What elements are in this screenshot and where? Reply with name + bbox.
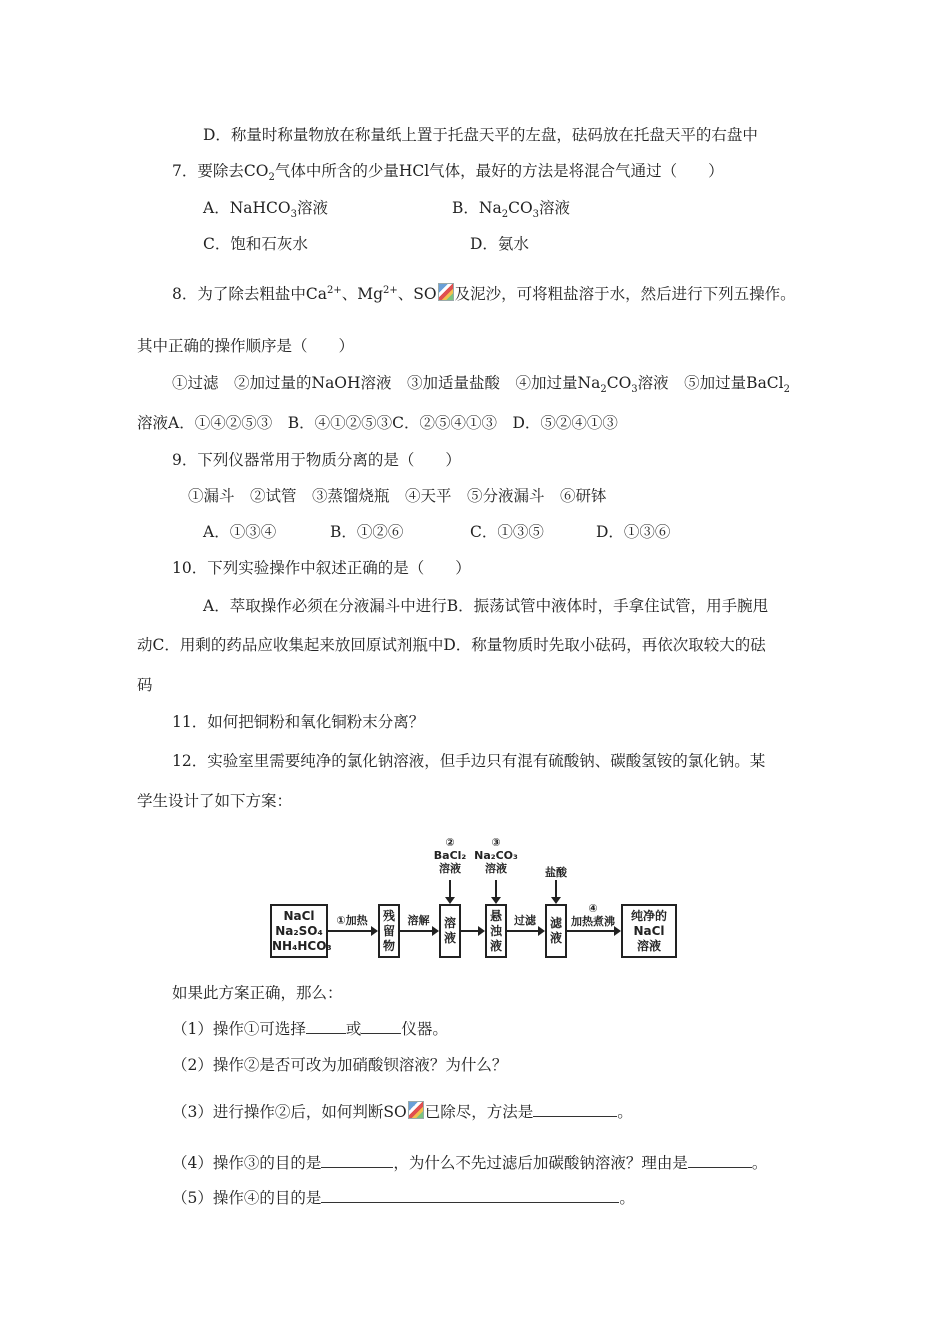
q9-option-c: C．①③⑤: [470, 523, 544, 541]
flow-down-arrow: [449, 880, 451, 902]
step4-number: ④: [588, 902, 598, 915]
flow-step4-label: [567, 902, 619, 928]
flow-suspension-box: [485, 904, 507, 958]
answer-blank[interactable]: [533, 1102, 617, 1117]
flow-suspension-char: 浊: [489, 923, 502, 938]
q8-line2: 其中正确的操作顺序是（ ）: [137, 337, 355, 355]
q9-option-b: B．①②⑥: [330, 523, 404, 541]
q12-part3: （3）进行操作②后，如何判断SO 已除尽，方法是 。: [172, 1103, 633, 1121]
q8-options: 溶液A．①④②⑤③ B．④①②⑤③C．②⑤④①③ D．⑤②④①③: [137, 414, 618, 432]
flow-end-line: 纯净的: [630, 908, 667, 923]
q6-option-d: D．称量时称量物放在称量纸上置于托盘天平的左盘，砝码放在托盘天平的右盘中: [203, 126, 758, 144]
reagent2-solution: 溶液: [439, 862, 461, 875]
q7-option-b: B．$Na_2CO_3$溶液: [452, 199, 571, 221]
q11-stem: 11．如何把铜粉和氧化铜粉末分离？: [172, 713, 425, 731]
reagent3-name: Na₂CO₃: [474, 849, 518, 862]
flow-end-line: NaCl: [633, 923, 665, 938]
answer-blank[interactable]: [321, 1188, 619, 1203]
flow-start-box: [270, 904, 332, 958]
flow-start-line: NaCl: [283, 908, 315, 923]
flow-down-arrow: [495, 880, 497, 902]
q12-line1: 12．实验室里需要纯净的氯化钠溶液，但手边只有混有硫酸钠、碳酸氢铵的氯化钠。某: [172, 752, 766, 770]
flow-arrow: [567, 930, 619, 932]
flow-filtrate-char: 液: [549, 931, 562, 945]
flow-start-line: Na₂SO₄: [275, 923, 323, 938]
q7-stem: 7．要除去$CO_2$气体中所含的少量HCl气体，最好的方法是将混合气通过（ ）: [172, 162, 724, 184]
flow-residue-box: [378, 904, 400, 958]
q8-stem: 8．为了除去粗盐中$Ca^{2+}$、$Mg^{2+}$、SO 及泥沙，可将粗盐溶于水，然后进行下列五操作。: [172, 284, 796, 303]
flow-solution-char: 溶: [443, 916, 456, 930]
flow-filtrate-char: 滤: [549, 916, 562, 930]
q7-option-c: C．饱和石灰水: [203, 235, 308, 253]
flow-arrow: [400, 930, 437, 932]
answer-blank[interactable]: [321, 1153, 393, 1168]
reagent3-number: ③: [491, 836, 501, 849]
q9-items: ①漏斗 ②试管 ③蒸馏烧瓶 ④天平 ⑤分液漏斗 ⑥研钵: [188, 487, 607, 505]
q12-intro: 如果此方案正确，那么：: [172, 984, 343, 1002]
reagent2-name: BaCl₂: [433, 849, 467, 862]
q12-part4: （4）操作③的目的是 ，为什么不先过滤后加碳酸钠溶液？理由是 。: [172, 1154, 768, 1172]
answer-blank[interactable]: [361, 1019, 401, 1034]
q10-line1: A．萃取操作必须在分液漏斗中进行B．振荡试管中液体时，手拿住试管，用手腕甩: [203, 597, 769, 615]
q7-option-a: A．NaHCO$_3$溶液: [203, 199, 328, 221]
flow-end-line: 溶液: [636, 938, 661, 953]
answer-blank[interactable]: [306, 1019, 346, 1034]
reagent3-solution: 溶液: [485, 862, 507, 875]
flow-start-line: NH₄HCO₃: [272, 938, 332, 953]
flow-residue-char: 物: [382, 938, 395, 953]
flow-residue-char: 留: [382, 923, 395, 938]
flow-arrow: [507, 930, 543, 932]
broken-image-icon: [408, 1101, 424, 1119]
flow-filter-label: 过滤: [514, 914, 536, 927]
q12-part1: （1）操作①可选择 或 仪器。: [172, 1020, 448, 1038]
flow-filtrate-box: [545, 904, 567, 958]
flow-dissolve-label: 溶解: [407, 914, 430, 927]
q10-line3: 码: [137, 676, 153, 694]
flow-arrow: [328, 930, 376, 932]
flow-suspension-char: 悬: [489, 908, 502, 923]
q9-option-d: D．①③⑥: [596, 523, 671, 541]
q12-part5: （5）操作④的目的是 。: [172, 1189, 635, 1207]
flow-down-arrow: [555, 880, 557, 902]
flow-arrow: [461, 930, 483, 932]
q7-option-d: D．氨水: [470, 235, 529, 253]
flow-residue-char: 残: [382, 908, 395, 923]
q12-part2: （2）操作②是否可改为加硝酸钡溶液？为什么？: [172, 1056, 508, 1074]
flow-reagent3: [468, 836, 524, 875]
q8-operations: ①过滤 ②加过量的NaOH溶液 ③加适量盐酸 ④加过量$Na_2CO_3$溶液 ⑤加过量BaCl$_2$: [172, 374, 790, 396]
flow-solution-box: [439, 904, 461, 958]
broken-image-icon: [438, 283, 454, 301]
q10-stem: 10．下列实验操作中叙述正确的是（ ）: [172, 559, 471, 577]
flow-step1-label: ①加热: [336, 914, 368, 927]
q10-line2: 动C．用剩的药品应收集起来放回原试剂瓶中D．称量物质时先取小砝码，再依次取较大的砝: [137, 636, 766, 654]
q9-stem: 9．下列仪器常用于物质分离的是（ ）: [172, 451, 461, 469]
reagent2-number: ②: [445, 836, 455, 849]
q9-option-a: A．①③④: [203, 523, 277, 541]
flow-end-box: [621, 904, 677, 958]
flow-acid-label: 盐酸: [545, 866, 567, 879]
process-flow-diagram: [262, 836, 692, 962]
q12-line2: 学生设计了如下方案：: [137, 792, 293, 810]
step4-text: 加热煮沸: [571, 915, 615, 928]
flow-suspension-char: 液: [489, 938, 502, 953]
flow-solution-char: 液: [443, 931, 456, 945]
answer-blank[interactable]: [688, 1153, 752, 1168]
